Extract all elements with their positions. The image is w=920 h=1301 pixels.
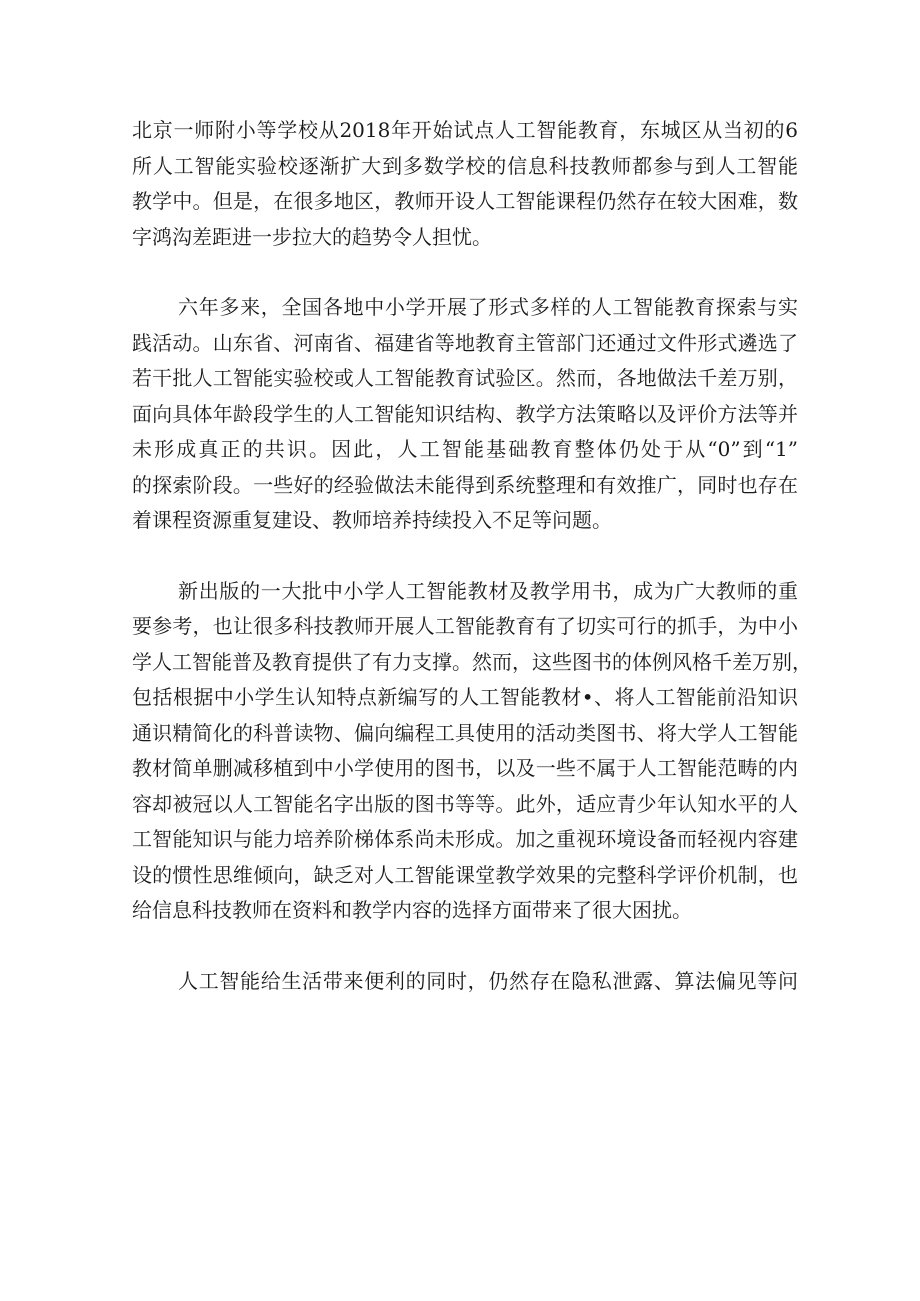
paragraph-line: 新出版的一大批中小学人工智能教材及教学用书，成为广大教师的重 (178, 578, 798, 603)
paragraph-line: 通识精简化的科普读物、偏向编程工具使用的活动类图书、将大学人工智能 (132, 720, 798, 745)
paragraph-line: 面向具体年龄段学生的人工智能知识结构、教学方法策略以及评价方法等并 (132, 401, 798, 426)
paragraph-line: 所人工智能实验校逐渐扩大到多数学校的信息科技教师都参与到人工智能 (132, 153, 798, 178)
paragraph-2 (132, 290, 798, 539)
paragraph-line: 六年多来，全国各地中小学开展了形式多样的人工智能教育探索与实 (178, 295, 798, 319)
paragraph-line: 给信息科技教师在资料和教学内容的选择方面带来了很大困扰。 (132, 898, 692, 922)
paragraph-1 (132, 113, 798, 255)
paragraph-spacer (132, 255, 798, 290)
paragraph-line: 字鸿沟差距进一步拉大的趋势令人担忧。 (132, 224, 492, 249)
paragraph-line: 人工智能给生活带来便利的同时，仍然存在隐私泄露、算法偏见等问 (178, 968, 798, 993)
paragraph-line: 践活动。山东省、河南省、福建省等地教育主管部门还通过文件形式遴选了 (132, 330, 798, 355)
paragraph-line: 包括根据中小学生认知特点新编写的人工智能教材•、将人工智能前沿知识 (132, 685, 798, 709)
paragraph-line: 教材简单删减移植到中小学使用的图书，以及一些不属于人工智能范畴的内 (132, 756, 798, 780)
paragraph-3 (132, 574, 812, 929)
paragraph-line: 的探索阶段。一些好的经验做法未能得到系统整理和有效推广，同时也存在 (132, 472, 798, 497)
paragraph-spacer (132, 929, 798, 964)
paragraph-line: 着课程资源重复建设、教师培养持续投入不足等问题。 (132, 508, 612, 532)
paragraph-4 (132, 964, 798, 1000)
paragraph-line: 未形成真正的共识。因此，人工智能基础教育整体仍处于从“0”到“1” (132, 437, 798, 461)
paragraph-line: 北京一师附小等学校从2018年开始试点人工智能教育，东城区从当初的6 (132, 118, 798, 142)
paragraph-line: 若干批人工智能实验校或人工智能教育试验区。然而，各地做法千差万别， (132, 366, 798, 390)
document-body (132, 113, 812, 999)
paragraph-line: 设的惯性思维倾向，缺乏对人工智能课堂教学效果的完整科学评价机制，也 (132, 862, 798, 887)
paragraph-line: 要参考，也让很多科技教师开展人工智能教育有了切实可行的抓手，为中小 (132, 614, 798, 638)
paragraph-line: 学人工智能普及教育提供了有力支撑。然而，这些图书的体例风格千差万别， (132, 649, 812, 674)
paragraph-spacer (132, 539, 798, 574)
paragraph-line: 容却被冠以人工智能名字出版的图书等等。此外，适应青少年认知水平的人 (132, 791, 798, 816)
paragraph-line: 教学中。但是，在很多地区，教师开设人工智能课程仍然存在较大困难，数 (132, 189, 798, 213)
paragraph-line: 工智能知识与能力培养阶梯体系尚未形成。加之重视环境设备而轻视内容建 (132, 827, 798, 851)
